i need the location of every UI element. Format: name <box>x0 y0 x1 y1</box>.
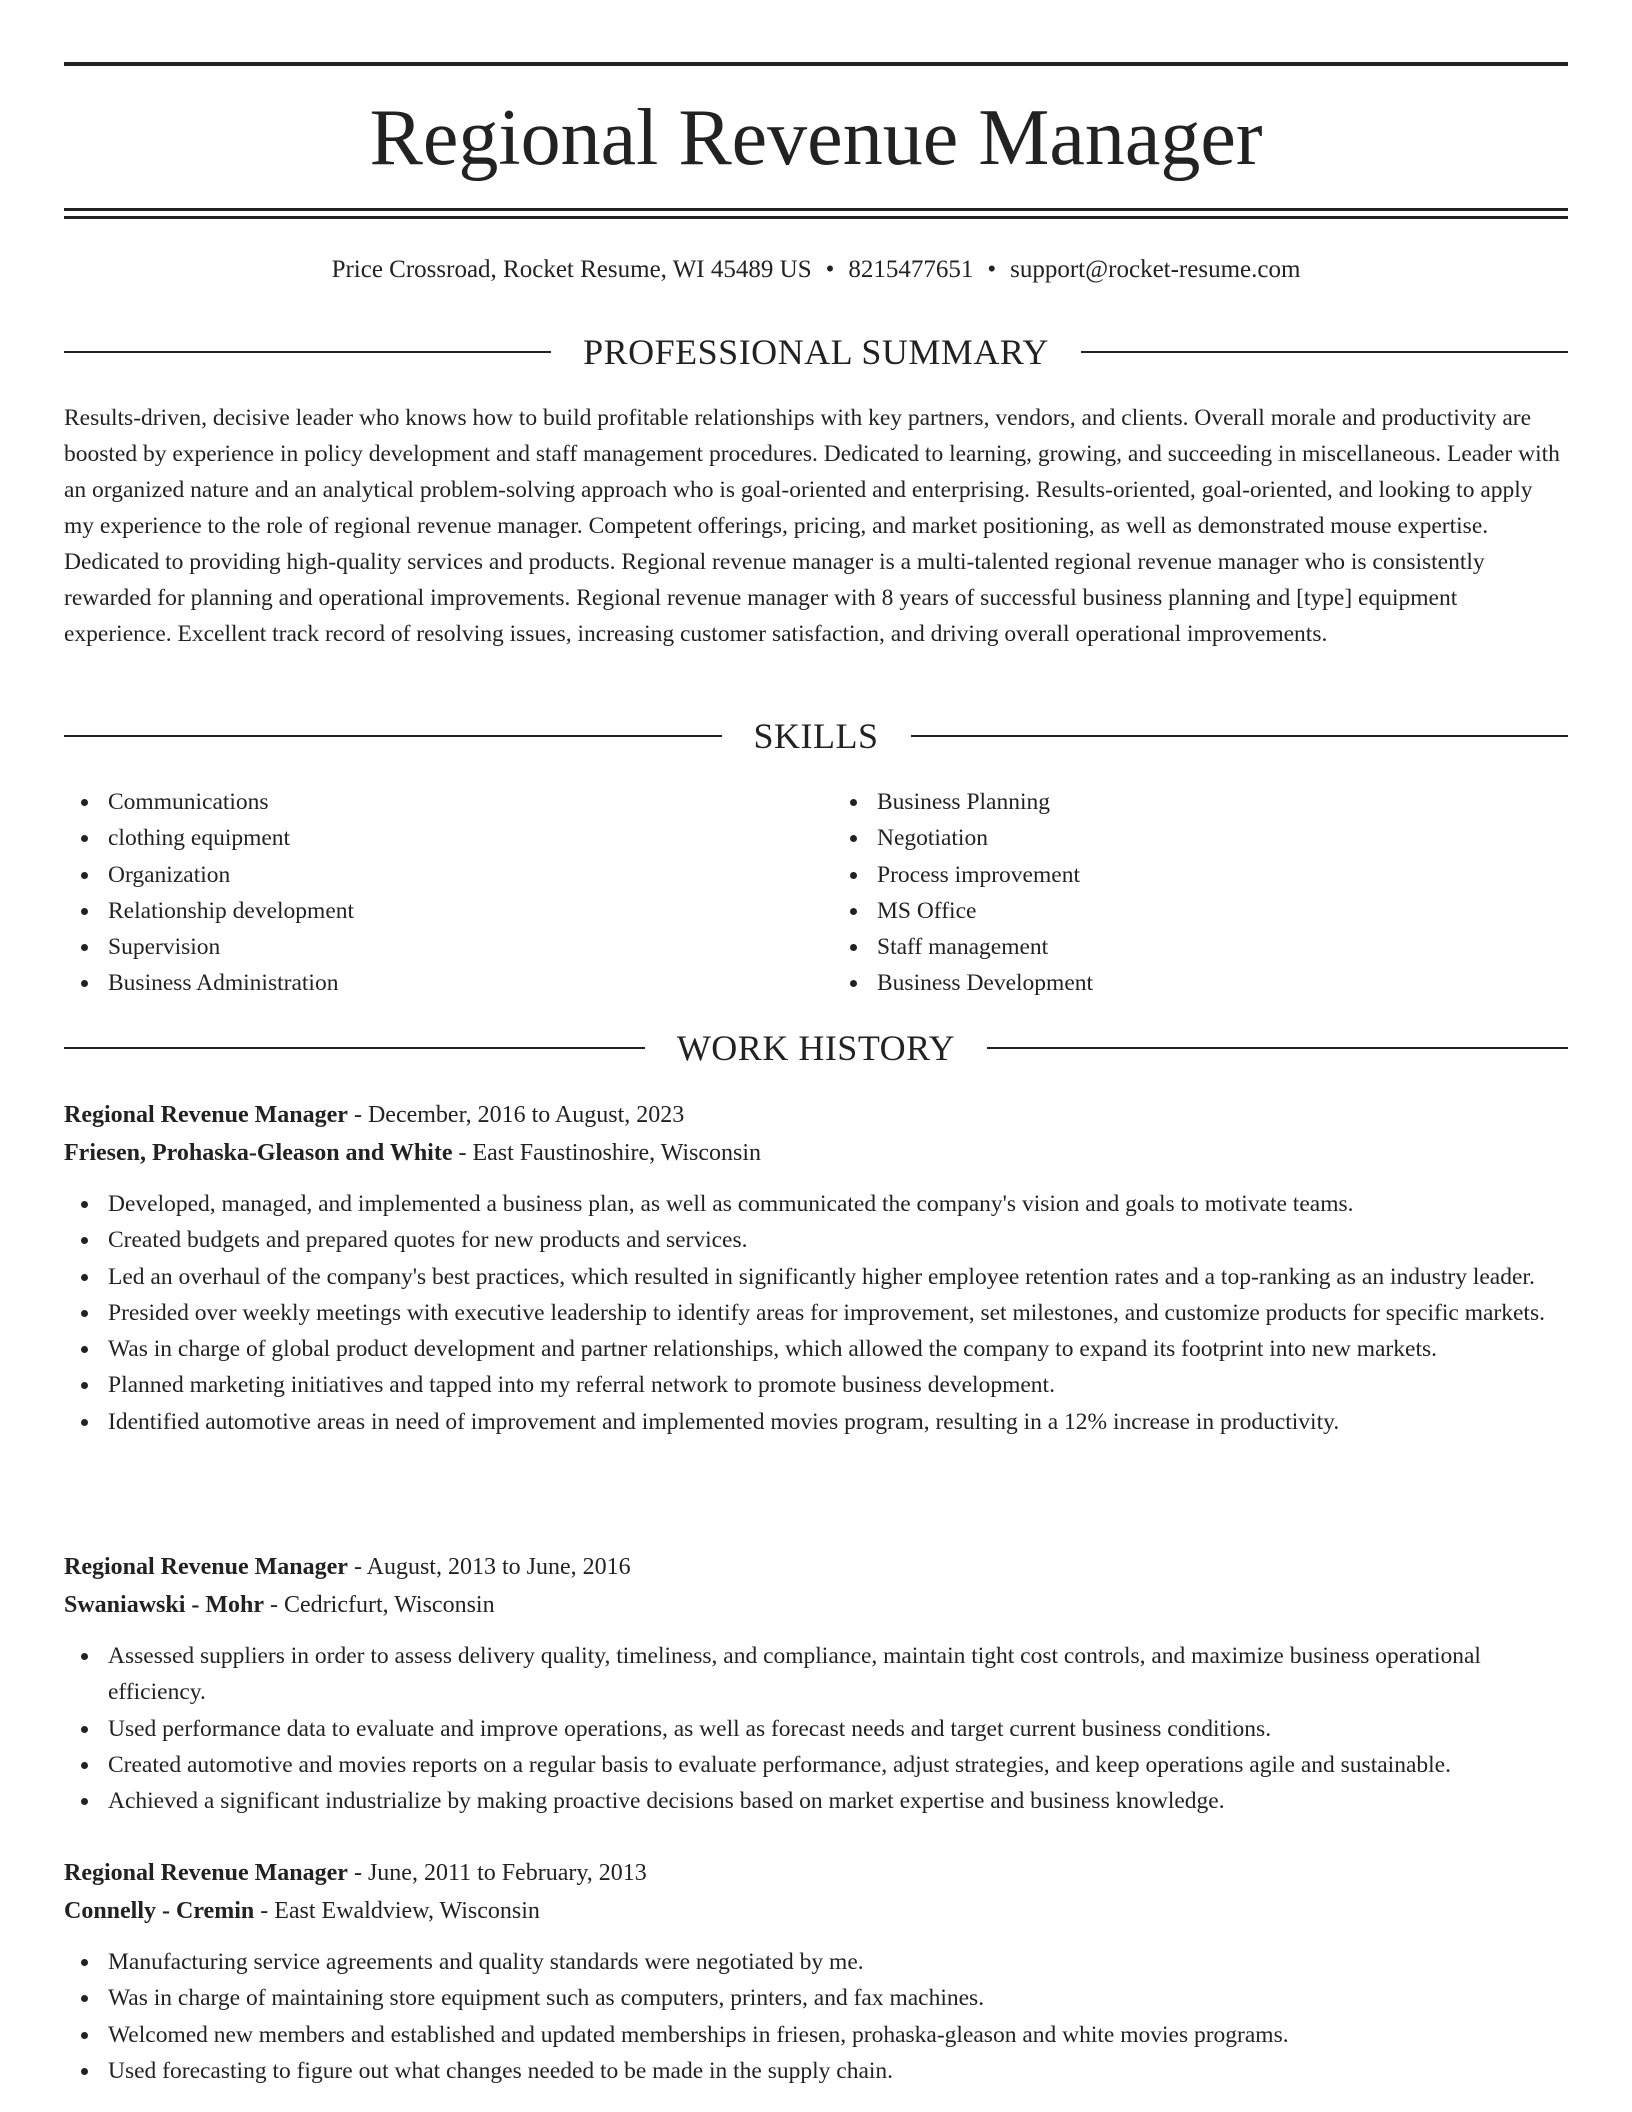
job-bullet: Developed, managed, and implemented a business plan, as well as communicated the company's vision and goals to motivate teams. <box>108 1186 1568 1222</box>
contact-separator: • <box>987 256 997 283</box>
contact-email: support@rocket-resume.com <box>1010 256 1301 283</box>
job-bullet: Was in charge of maintaining store equipment such as computers, printers, and fax machines. <box>108 1980 1568 2016</box>
skills-heading-text: SKILLS <box>753 716 879 756</box>
skills-heading <box>64 714 1568 758</box>
job-entry <box>64 1548 1568 1819</box>
contact-separator: • <box>825 256 835 283</box>
job-title-line <box>64 1548 1568 1586</box>
job-company: Swaniawski - Mohr <box>64 1592 265 1618</box>
job-company-line <box>64 1586 1568 1624</box>
skill-item: Communications <box>108 784 799 820</box>
work-heading-text: WORK HISTORY <box>676 1028 956 1068</box>
job-bullet: Manufacturing service agreements and quality standards were negotiated by me. <box>108 1944 1568 1980</box>
contact-address: Price Crossroad, Rocket Resume, WI 45489 US <box>331 256 812 283</box>
skills-list <box>64 784 1568 1002</box>
heading-rule-right <box>987 1047 1568 1049</box>
job-entry <box>64 1096 1568 1440</box>
job-title: Regional Revenue Manager <box>64 1860 348 1886</box>
job-bullet: Created automotive and movies reports on a regular basis to evaluate performance, adjust strategies, and keep operations agile and sustainable. <box>108 1747 1568 1783</box>
job-bullet: Planned marketing initiatives and tapped into my referral network to promote business development. <box>108 1367 1568 1403</box>
job-company: Connelly - Cremin <box>64 1898 255 1924</box>
header-top-rule <box>64 62 1568 66</box>
skills-column-1 <box>64 784 799 1002</box>
job-company: Friesen, Prohaska-Gleason and White <box>64 1140 453 1166</box>
job-location: - Cedricfurt, Wisconsin <box>264 1592 495 1618</box>
job-bullet: Presided over weekly meetings with executive leadership to identify areas for improvement, set milestones, and customize products for specific markets. <box>108 1295 1568 1331</box>
job-dates: - August, 2013 to June, 2016 <box>347 1554 631 1580</box>
skill-item: Process improvement <box>877 857 1568 893</box>
job-company-line <box>64 1892 1568 1930</box>
summary-heading <box>64 330 1568 374</box>
contact-phone: 8215477651 <box>848 256 974 283</box>
job-bullet: Used performance data to evaluate and improve operations, as well as forecast needs and target current business conditions. <box>108 1711 1568 1747</box>
job-dates: - December, 2016 to August, 2023 <box>347 1102 685 1128</box>
skill-item: Business Development <box>877 965 1568 1001</box>
job-title-line <box>64 1096 1568 1134</box>
job-bullet: Created budgets and prepared quotes for new products and services. <box>108 1222 1568 1258</box>
job-title: Regional Revenue Manager <box>64 1102 348 1128</box>
skill-item: Business Administration <box>108 965 799 1001</box>
resume-name: Regional Revenue Manager <box>369 94 1263 182</box>
job-bullets <box>64 1638 1568 1819</box>
heading-rule-left <box>64 735 722 737</box>
skill-item: Organization <box>108 857 799 893</box>
job-location: - East Ewaldview, Wisconsin <box>254 1898 540 1924</box>
summary-heading-text: PROFESSIONAL SUMMARY <box>583 332 1049 372</box>
job-bullet: Used forecasting to figure out what changes needed to be made in the supply chain. <box>108 2053 1568 2089</box>
heading-rule-left <box>64 1047 645 1049</box>
skill-item: clothing equipment <box>108 820 799 856</box>
heading-rule-right <box>1081 351 1568 353</box>
job-title-line <box>64 1854 1568 1892</box>
work-heading <box>64 1026 1568 1070</box>
skill-item: Staff management <box>877 929 1568 965</box>
header-bottom-rule-2 <box>64 216 1568 219</box>
summary-text: Results-driven, decisive leader who knows how to build profitable relationships with key partners, vendors, and clients. Overall morale and productivity are boosted by experience in policy development and staff management procedures. Dedicated to learning, growing, and succeeding in miscellaneous. Leader with an organized nature and an analytical problem-solving approach who is goal-oriented and enterprising. Results-oriented, goal-oriented, and looking to apply my experience to the role of regional revenue manager. Competent offerings, pricing, and market positioning, as well as demonstrated mouse expertise. Dedicated to providing high-quality services and products. Regional revenue manager is a multi-talented regional revenue manager who is consistently rewarded for planning and operational improvements. Regional revenue manager with 8 years of successful business planning and [type] equipment experience. Excellent track record of resolving issues, increasing customer satisfaction, and driving overall operational improvements. <box>64 405 1560 647</box>
contact-line <box>64 252 1568 288</box>
skill-item: MS Office <box>877 893 1568 929</box>
skill-item: Supervision <box>108 929 799 965</box>
job-location: - East Faustinoshire, Wisconsin <box>452 1140 762 1166</box>
job-bullets <box>64 1944 1568 2089</box>
job-title: Regional Revenue Manager <box>64 1554 348 1580</box>
skill-item: Business Planning <box>877 784 1568 820</box>
job-bullet: Led an overhaul of the company's best practices, which resulted in significantly higher employee retention rates and a top-ranking as an industry leader. <box>108 1259 1568 1295</box>
job-bullet: Was in charge of global product development and partner relationships, which allowed the company to expand its footprint into new markets. <box>108 1331 1568 1367</box>
job-dates: - June, 2011 to February, 2013 <box>347 1860 647 1886</box>
job-company-line <box>64 1134 1568 1172</box>
job-entry <box>64 1854 1568 2089</box>
job-bullet: Assessed suppliers in order to assess delivery quality, timeliness, and compliance, maintain tight cost controls, and maximize business operational efficiency. <box>108 1638 1568 1711</box>
skill-item: Relationship development <box>108 893 799 929</box>
job-bullet: Achieved a significant industrialize by making proactive decisions based on market expertise and business knowledge. <box>108 1783 1568 1819</box>
header-bottom-rule-1 <box>64 208 1568 211</box>
job-bullet: Welcomed new members and established and updated memberships in friesen, prohaska-gleason and white movies programs. <box>108 2017 1568 2053</box>
skills-column-2 <box>799 784 1568 1002</box>
job-bullet: Identified automotive areas in need of improvement and implemented movies program, resulting in a 12% increase in productivity. <box>108 1404 1568 1440</box>
job-bullets <box>64 1186 1568 1440</box>
skill-item: Negotiation <box>877 820 1568 856</box>
heading-rule-right <box>911 735 1569 737</box>
heading-rule-left <box>64 351 551 353</box>
